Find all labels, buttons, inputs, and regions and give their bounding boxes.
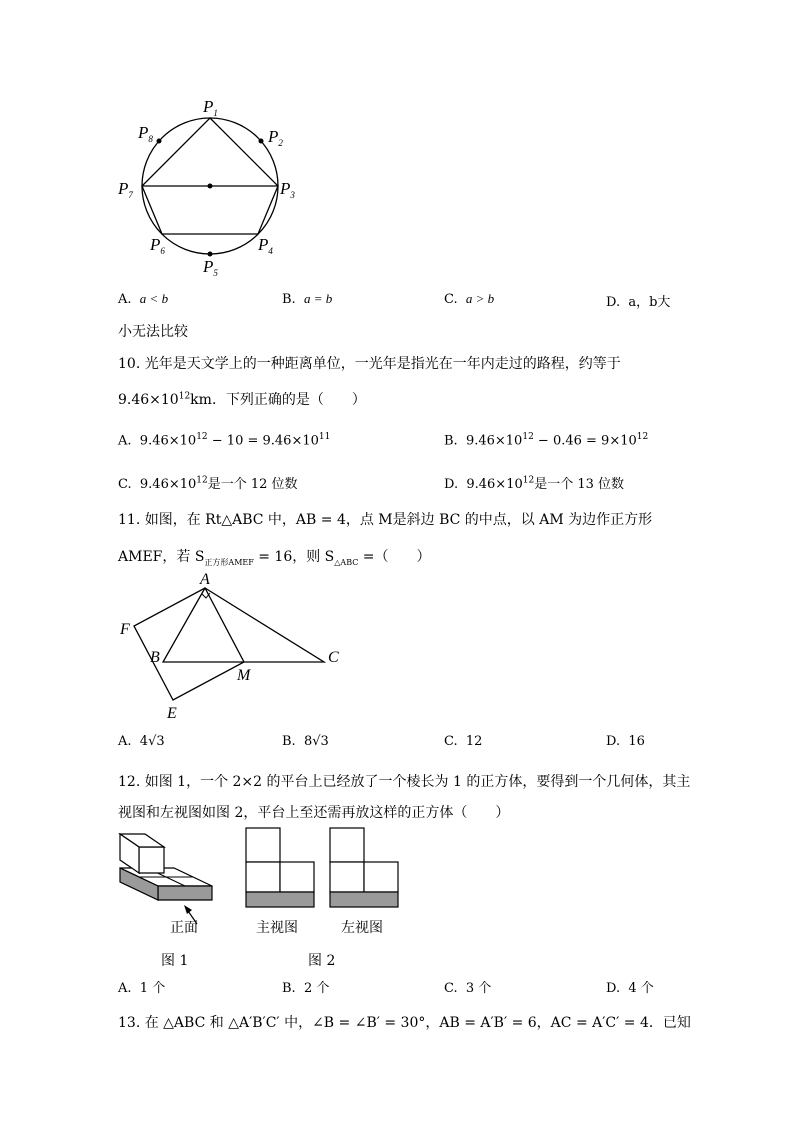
- triangle-square-figure: [110, 572, 360, 722]
- p2-dot: [259, 139, 264, 144]
- platform-cube-figure: [112, 828, 222, 938]
- label-c: C: [328, 649, 339, 666]
- q12-stem-line1: 12. 如图 1，一个 2×2 的平台上已经放了一个棱长为 1 的正方体，要得到一个几何体，其主: [118, 774, 691, 790]
- q12-option-a: A. 1 个: [118, 981, 166, 996]
- q9-option-d: D. a，b大: [606, 295, 671, 310]
- mv-bottom-right: [280, 862, 314, 892]
- lv-top: [330, 828, 364, 862]
- q11-option-d: D. 16: [606, 734, 645, 749]
- label-p5: $P_5$: [203, 257, 218, 278]
- q10-option-d: D. $9.46\times 10^{12}$是一个 13 位数: [444, 475, 625, 492]
- lv-platform: [330, 892, 398, 907]
- p8-dot: [157, 139, 162, 144]
- label-a: A: [200, 572, 210, 588]
- label-e: E: [167, 705, 177, 722]
- q12-option-c: C. 3 个: [444, 981, 492, 996]
- q9-option-a: A. a < b: [118, 291, 169, 307]
- q13-stem-line1: 13. 在 △ABC 和 △A′B′C′ 中，∠B = ∠B′ = 30°，AB = A′B′ = 6，AC = A′C′ = 4．已知: [118, 1015, 691, 1031]
- p5-dot: [208, 252, 213, 257]
- lv-bottom-left: [330, 862, 364, 892]
- label-p1: $P_1$: [203, 97, 218, 118]
- label-m: M: [237, 667, 251, 684]
- label-p8: $P_8$: [138, 123, 153, 144]
- q11-option-c: C. 12: [444, 734, 483, 749]
- platform-front: [158, 886, 212, 900]
- mv-bottom-left: [246, 862, 280, 892]
- label-p7: $P_7$: [118, 179, 133, 200]
- q12-option-d: D. 4 个: [606, 981, 654, 996]
- q12-stem-line2: 视图和左视图如图 2，平台上至还需再放这样的正方体（ ）: [118, 805, 510, 821]
- q11-option-b: B. 8√3: [282, 734, 329, 749]
- mv-top: [246, 828, 280, 862]
- label-p3: $P_3$: [280, 179, 295, 200]
- q11-option-a: A. 4√3: [118, 734, 165, 749]
- center-dot: [208, 184, 213, 189]
- q11-stem-line1: 11. 如图，在 Rt△ABC 中，AB = 4，点 M是斜边 BC 的中点，以 AM 为边作正方形: [118, 512, 653, 528]
- q10-option-b: B. $9.46\times 10^{12} - 0.46 = 9\times 10^{12}$: [444, 432, 649, 449]
- q10-option-c: C. $9.46\times 10^{12}$是一个 12 位数: [118, 475, 298, 492]
- q9-option-b: B. a = b: [282, 291, 333, 307]
- q11-stem-line2: AMEF，若 $S_{正方形AMEF} = 16$，则 $S_{\triangle ABC}$ =（ ）: [118, 549, 431, 567]
- label-front: 正面: [170, 920, 198, 936]
- label-p2: $P_2$: [268, 127, 283, 148]
- q12-option-b: B. 2 个: [282, 981, 330, 996]
- label-p4: $P_4$: [258, 235, 273, 256]
- label-b: B: [150, 649, 160, 666]
- lv-bottom-right: [364, 862, 398, 892]
- q9-option-c: C. a > b: [444, 291, 495, 307]
- fig1-caption: 图 1: [161, 953, 189, 969]
- q9-option-d-continuation: 小无法比较: [118, 324, 188, 340]
- arrow-head-icon: [184, 905, 192, 914]
- cube-front: [139, 847, 164, 873]
- fig2-caption: 图 2: [308, 953, 336, 969]
- q10-option-a: A. $9.46\times 10^{12} - 10 = 9.46\times 10^{11}$: [118, 432, 331, 449]
- label-left-view: 左视图: [341, 920, 383, 936]
- triangle-abc: [163, 588, 324, 662]
- mv-platform: [246, 892, 314, 907]
- label-main-view: 主视图: [256, 920, 298, 936]
- circle-pentagon-figure: [110, 90, 310, 280]
- left-view-figure: [328, 826, 400, 910]
- q10-stem-line2: $9.46\times 10^{12}km$．下列正确的是（ ）: [118, 391, 366, 408]
- q10-stem-line1: 10. 光年是天文学上的一种距离单位，一光年是指光在一年内走过的路程，约等于: [118, 356, 621, 372]
- label-f: F: [120, 621, 130, 638]
- label-p6: $P_6$: [150, 235, 165, 256]
- square-amef: [134, 588, 244, 700]
- pentagon: [142, 118, 278, 234]
- main-view-figure: [244, 826, 316, 910]
